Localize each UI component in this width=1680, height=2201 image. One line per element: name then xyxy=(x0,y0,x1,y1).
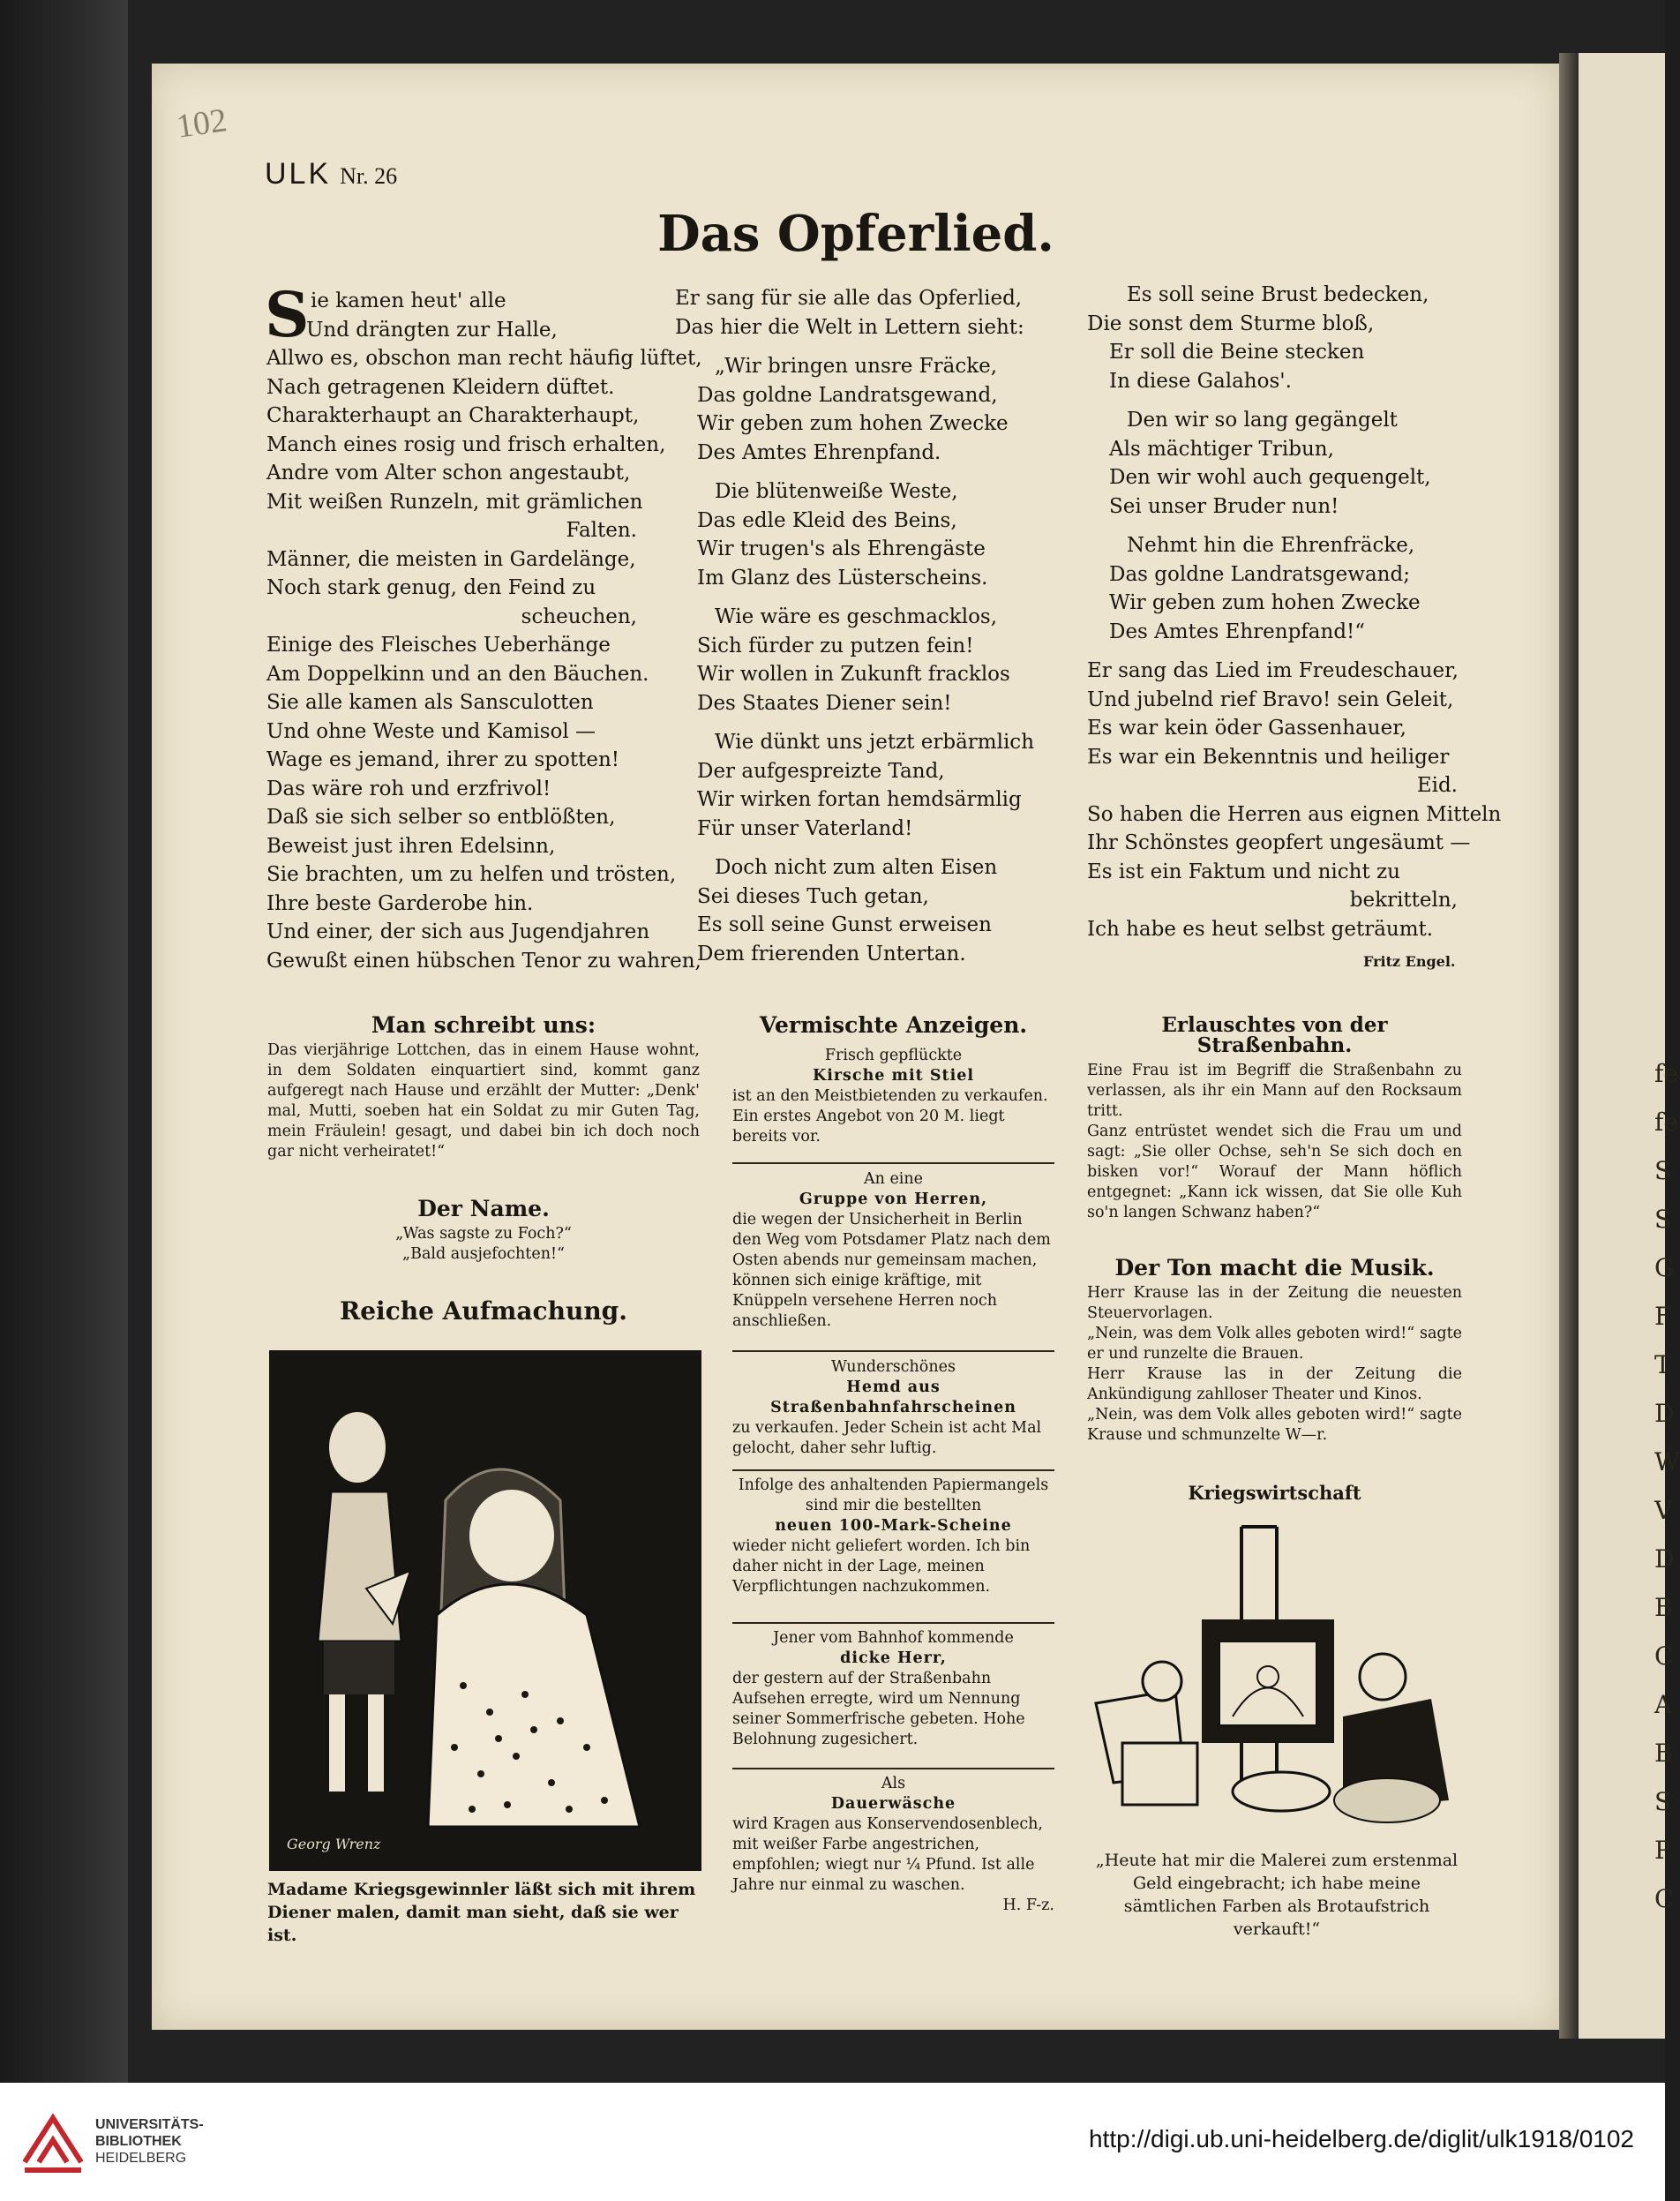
ad-kirsche-text: ist an den Meistbietenden zu verkaufen. Ein erstes Angebot von 20 M. liegt bereits vor. xyxy=(732,1087,1048,1146)
ad-divider-2 xyxy=(732,1350,1054,1352)
der-name-section xyxy=(267,1198,700,1265)
reiche-aufmachung-heading: Reiche Aufmachung. xyxy=(339,1296,628,1326)
ad-dauerwaesche xyxy=(732,1774,1054,1916)
erlauschtes-paragraph-2: Ganz entrüstet wendet sich die Frau um und sagt: „Sie oller Ochse, seh'n Se sich doch en bisken vor!“ Worauf der Mann höflich entgegnet: „Kann ick wissen, dat Sie olle Kuh so'n langen Schwanz haben?“ xyxy=(1087,1123,1462,1221)
handwritten-page-number: 102 xyxy=(174,101,229,146)
poem-line: Als mächtiger Tribun, xyxy=(1109,437,1334,461)
poem-line: Sie alle kamen als Sansculotten xyxy=(266,691,594,714)
library-name-line-1: UNIVERSITÄTS- xyxy=(95,2117,204,2132)
poem-line: Den wir so lang gegängelt xyxy=(1127,409,1398,432)
ton-musik-section xyxy=(1087,1255,1462,1446)
poem-line: Das goldne Landratsgewand; xyxy=(1109,562,1410,586)
man-schreibt-text: Das vierjährige Lottchen, das in einem Hause wohnt, in dem Soldaten einquartiert sind, kommt ganz aufgeregt nach Hause und erzählt der Mutter: „Denk' mal, Mutti, soeben hat ein Soldat zu mir Guten Tag, mein Fräulein! gesagt, und dabei bin ich doch noch gar nicht verheiratet!“ xyxy=(267,1041,700,1161)
next-page-fragment: S xyxy=(1654,1156,1672,1185)
portrait-caption: Madame Kriegsgewinnler läßt sich mit ihrem Diener malen, damit man sieht, daß sie wer ist. xyxy=(267,1880,696,1945)
drop-cap: S xyxy=(265,278,310,351)
erlauschtes-heading: Erlauschtes von der Straßenbahn. xyxy=(1161,1013,1388,1057)
next-page-fragment: C xyxy=(1654,1884,1674,1913)
poem-line: Nehmt hin die Ehrenfräcke, xyxy=(1127,534,1415,557)
ton-musik-heading: Der Ton macht die Musik. xyxy=(1114,1255,1435,1281)
ad-gruppe-text: die wegen der Unsicherheit in Berlin den Weg vom Potsdamer Platz nach dem Osten abends nur gemeinsam machen, können sich einige kräftige, mit Knüppeln versehene Herren noch anschließen. xyxy=(732,1211,1051,1330)
poem-line: Das hier die Welt in Lettern sieht: xyxy=(675,315,1024,339)
next-page-edge xyxy=(1579,53,1680,2039)
ton-musik-paragraph-4-text: „Nein, was dem Volk alles geboten wird!“ sagte Krause und schmunzelte xyxy=(1087,1406,1462,1444)
poem-line: Manch eines rosig und frisch erhalten, xyxy=(266,432,666,456)
poem-line: Am Doppelkinn und an den Bäuchen. xyxy=(266,662,649,686)
next-page-fragment: G xyxy=(1654,1253,1675,1282)
kriegswirtschaft-heading: Kriegswirtschaft xyxy=(1188,1482,1361,1504)
poem-line: Beweist just ihren Edelsinn, xyxy=(266,834,556,858)
poem-line: Sie brachten, um zu helfen und trösten, xyxy=(266,863,677,886)
poem-line: Der aufgespreizte Tand, xyxy=(697,759,945,783)
library-name xyxy=(95,2116,204,2167)
poem-line: Charakterhaupt an Charakterhaupt, xyxy=(266,404,640,427)
poem-line: Des Amtes Ehrenpfand. xyxy=(697,440,941,464)
der-name-line-1: „Was sagste zu Foch?“ xyxy=(395,1225,572,1243)
ad-gruppe-headline: Gruppe von Herren, xyxy=(799,1191,988,1208)
poem-line: So haben die Herren aus eignen Mitteln xyxy=(1087,802,1502,826)
poem-line: Eid. xyxy=(1416,774,1458,797)
man-schreibt-heading: Man schreibt uns: xyxy=(371,1012,596,1038)
poem-line: Und einer, der sich aus Jugendjahren xyxy=(266,920,650,943)
poem-line: Mit weißen Runzeln, mit grämlichen xyxy=(266,490,643,514)
ton-musik-paragraph-2: „Nein, was dem Volk alles geboten wird!“ sagte er und runzelte die Brauen. xyxy=(1087,1325,1462,1363)
next-page-fragment: D xyxy=(1654,1399,1675,1428)
ad-hemd xyxy=(732,1357,1054,1459)
der-name-line-2: „Bald ausjefochten!“ xyxy=(402,1245,565,1263)
poem-line: Wir geben zum hohen Zwecke xyxy=(697,412,1009,435)
ton-musik-paragraph-1: Herr Krause las in der Zeitung die neuesten Steuervorlagen. xyxy=(1087,1284,1462,1322)
artist-signature: Georg Wrenz xyxy=(287,1836,381,1852)
issue-number: Nr. 26 xyxy=(340,163,398,189)
ad-kirsche xyxy=(732,1046,1054,1147)
poem-line: Es war ein Bekenntnis und heiliger xyxy=(1087,745,1450,769)
next-page-fragment: C xyxy=(1654,1641,1674,1671)
poem-line: Dem frierenden Untertan. xyxy=(697,942,966,965)
poem-line: Wie wäre es geschmacklos, xyxy=(715,605,998,628)
poem-line: In diese Galahos'. xyxy=(1109,369,1292,393)
next-page-fragment: fe xyxy=(1654,1059,1678,1088)
poem-line: Den wir wohl auch gequengelt, xyxy=(1109,466,1431,489)
poem-line: Das goldne Landratsgewand, xyxy=(697,383,998,407)
next-page-fragment: S xyxy=(1654,1787,1672,1816)
painter-drawing xyxy=(1078,1518,1466,1844)
book-cover-edge xyxy=(0,0,128,2083)
poem-line: Einige des Fleisches Ueberhänge xyxy=(266,634,611,657)
poem-line: „Wir bringen unsre Fräcke, xyxy=(715,355,998,378)
ad-divider-5 xyxy=(732,1768,1054,1769)
ad-mark-scheine-headline: neuen 100-Mark-Scheine xyxy=(775,1517,1012,1535)
ad-dicke-herr-text: der gestern auf der Straßenbahn Aufsehen erregte, wird um Nennung seiner Sommerfrische gebeten. Hohe Belohnung zugesichert. xyxy=(732,1670,1025,1748)
poem-line: Und jubelnd rief Bravo! sein Geleit, xyxy=(1087,687,1454,711)
next-page-fragment: W xyxy=(1654,1447,1680,1476)
masthead-title: ULK xyxy=(265,157,332,191)
permalink-url[interactable]: http://digi.ub.uni-heidelberg.de/diglit/ulk1918/0102 xyxy=(1088,2125,1634,2152)
poem-line: Doch nicht zum alten Eisen xyxy=(715,856,998,879)
poem-line: Sei unser Bruder nun! xyxy=(1109,494,1339,518)
poem-line: Wir wirken fortan hemdsärmlig xyxy=(697,788,1022,811)
ad-gruppe-intro: An eine xyxy=(863,1170,924,1188)
poem-line: Die sonst dem Sturme bloß, xyxy=(1087,312,1375,335)
poem-line: Nach getragenen Kleidern düftet. xyxy=(266,375,615,399)
poem-line: Noch stark genug, den Feind zu xyxy=(266,576,596,599)
poem-title: Das Opferlied. xyxy=(657,205,1054,263)
next-page-fragment: F xyxy=(1654,1302,1672,1331)
masthead xyxy=(265,157,397,192)
ad-mark-scheine-intro: Infolge des anhaltenden Papiermangels sind mir die bestellten xyxy=(738,1476,1049,1514)
poem-line: Und ohne Weste und Kamisol — xyxy=(266,719,596,743)
poem-line: Er sang das Lied im Freudeschauer, xyxy=(1087,659,1459,682)
ads-heading-wrap xyxy=(732,1012,1054,1040)
poem-line: Daß sie sich selber so entblößten, xyxy=(266,806,616,829)
ton-musik-paragraph-4 xyxy=(1087,1405,1462,1446)
poem-line: Wir geben zum hohen Zwecke xyxy=(1109,591,1421,614)
poem-line: Im Glanz des Lüsterscheins. xyxy=(697,566,988,590)
ad-kirsche-intro: Frisch gepflückte xyxy=(824,1047,963,1064)
poem-line: Die blütenweiße Weste, xyxy=(715,480,958,503)
ad-hemd-headline: Hemd aus Straßenbahnfahrscheinen xyxy=(770,1378,1016,1416)
ad-hemd-intro: Wunderschönes xyxy=(831,1358,956,1376)
poem-line: scheuchen, xyxy=(521,605,637,628)
poem-column-2 xyxy=(675,284,1034,968)
poem-line: Es ist ein Faktum und nicht zu xyxy=(1087,860,1400,883)
poem-line: Das edle Kleid des Beins, xyxy=(697,508,957,532)
ad-divider-3 xyxy=(732,1469,1054,1471)
poem-line: bekritteln, xyxy=(1349,889,1458,912)
poem-line: Sei dieses Tuch getan, xyxy=(697,884,929,908)
library-logo-mark xyxy=(18,2100,88,2180)
kriegswirtschaft-cartoon xyxy=(1078,1518,1466,1844)
poem-line: Allwo es, obschon man recht häufig lüftet, xyxy=(266,347,702,370)
ad-mark-scheine xyxy=(732,1476,1054,1597)
der-name-heading: Der Name. xyxy=(417,1196,550,1221)
cartoon-illustration-portrait xyxy=(269,1350,701,1871)
ad-mark-scheine-text: wieder nicht geliefert worden. Ich bin daher nicht in der Lage, meinen Verpflichtungen nachzukommen. xyxy=(732,1537,1031,1596)
poem-line: Gewußt einen hübschen Tenor zu wahren, xyxy=(266,949,701,973)
next-page-fragment: A xyxy=(1654,1690,1673,1719)
next-page-fragment: D xyxy=(1654,1544,1675,1574)
ad-dauerwaesche-signature: H. F-z. xyxy=(1002,1897,1054,1914)
poem-line: Sich fürder zu putzen fein! xyxy=(697,634,974,657)
next-page-fragment: V xyxy=(1654,1496,1673,1525)
ad-dauerwaesche-headline: Dauerwäsche xyxy=(830,1795,956,1813)
ad-divider-1 xyxy=(732,1162,1054,1164)
ad-hemd-text: zu verkaufen. Jeder Schein ist acht Mal gelocht, daher sehr luftig. xyxy=(732,1419,1042,1457)
ton-musik-signature: W—r. xyxy=(1285,1426,1328,1444)
poem-line: Des Staates Diener sein! xyxy=(697,691,952,715)
poem-signature: Fritz Engel. xyxy=(1363,953,1456,970)
poem-line: Für unser Vaterland! xyxy=(697,816,913,840)
next-page-fragment: T xyxy=(1654,1350,1671,1379)
library-name-line-2: BIBLIOTHEK xyxy=(95,2134,182,2149)
erlauschtes-paragraph-1: Eine Frau ist im Begriff die Straßenbahn zu verlassen, als ihr ein Mann auf den Rocksaum tritt. xyxy=(1087,1062,1462,1120)
poem-line: Er soll die Beine stecken xyxy=(1109,341,1365,364)
poem-line: Des Amtes Ehrenpfand!“ xyxy=(1109,620,1366,643)
poem-line: Falten. xyxy=(566,519,637,542)
poem-line: Wir wollen in Zukunft fracklos xyxy=(697,663,1010,686)
ad-divider-4 xyxy=(732,1622,1054,1624)
poem-line: Wage es jemand, ihrer zu spotten! xyxy=(266,748,619,771)
poem-line: Er sang für sie alle das Opferlied, xyxy=(675,287,1023,310)
portrait-drawing xyxy=(269,1350,701,1871)
poem-line: Wie dünkt uns jetzt erbärmlich xyxy=(715,731,1035,754)
next-page-fragment: B xyxy=(1654,1739,1673,1768)
library-name-line-3: HEIDELBERG xyxy=(95,2151,187,2166)
ad-gruppe xyxy=(732,1169,1054,1332)
poem-column-3 xyxy=(1087,281,1501,943)
poem-line: Ich habe es heut selbst geträumt. xyxy=(1087,917,1434,941)
ad-dauerwaesche-intro: Als xyxy=(881,1775,906,1792)
next-page-fragment: B xyxy=(1654,1593,1673,1622)
ad-dauerwaesche-text: wird Kragen aus Konservendosenblech, mit weißer Farbe angestrichen, empfohlen; wiegt nur ¼ Pfund. Ist alle Jahre nur einmal zu waschen. xyxy=(732,1815,1043,1894)
next-page-fragment: fe xyxy=(1654,1108,1678,1137)
poem-line: Ihre beste Garderobe hin. xyxy=(266,891,534,915)
poem-line: ie kamen heut' alle xyxy=(311,289,506,312)
ad-kirsche-headline: Kirsche mit Stiel xyxy=(812,1067,975,1085)
poem-line: Andre vom Alter schon angestaubt, xyxy=(266,462,631,485)
poem-line: Wir trugen's als Ehrengäste xyxy=(697,537,986,560)
reiche-aufmachung-section xyxy=(267,1296,700,1326)
poem-column-1 xyxy=(266,287,702,975)
poem-line: Es soll seine Gunst erweisen xyxy=(697,913,992,936)
erlauschtes-section xyxy=(1087,1015,1462,1223)
ad-dicke-herr-headline: dicke Herr, xyxy=(840,1649,947,1667)
poem-line: Es soll seine Brust bedecken, xyxy=(1127,283,1429,306)
kriegswirtschaft-section xyxy=(1087,1483,1462,1508)
poem-line: Das wäre roh und erzfrivol! xyxy=(266,777,551,800)
ads-heading: Vermischte Anzeigen. xyxy=(759,1012,1028,1038)
page-gutter xyxy=(1559,53,1579,2039)
poem-line: Und drängten zur Halle, xyxy=(306,318,558,342)
next-page-fragment: P xyxy=(1654,1836,1671,1865)
poem-line: Es war kein öder Gassenhauer, xyxy=(1087,717,1406,740)
ton-musik-paragraph-3: Herr Krause las in der Zeitung die Ankündigung zahlloser Theater und Kinos. xyxy=(1087,1365,1462,1403)
kriegswirtschaft-caption: „Heute hat mir die Malerei zum erstenmal Geld eingebracht; ich habe meine sämtlichen Farben als Brotaufstrich verkauft!“ xyxy=(1095,1851,1459,1939)
poem-line: Ihr Schönstes geopfert ungesäumt — xyxy=(1087,831,1471,854)
next-page-fragment: S xyxy=(1654,1205,1672,1234)
poem-line: Männer, die meisten in Gardelänge, xyxy=(266,547,636,571)
library-logo-icon[interactable] xyxy=(18,2100,88,2180)
ad-dicke-herr-intro: Jener vom Bahnhof kommende xyxy=(773,1629,1014,1647)
ad-dicke-herr xyxy=(732,1628,1054,1750)
man-schreibt-section xyxy=(267,1012,700,1162)
